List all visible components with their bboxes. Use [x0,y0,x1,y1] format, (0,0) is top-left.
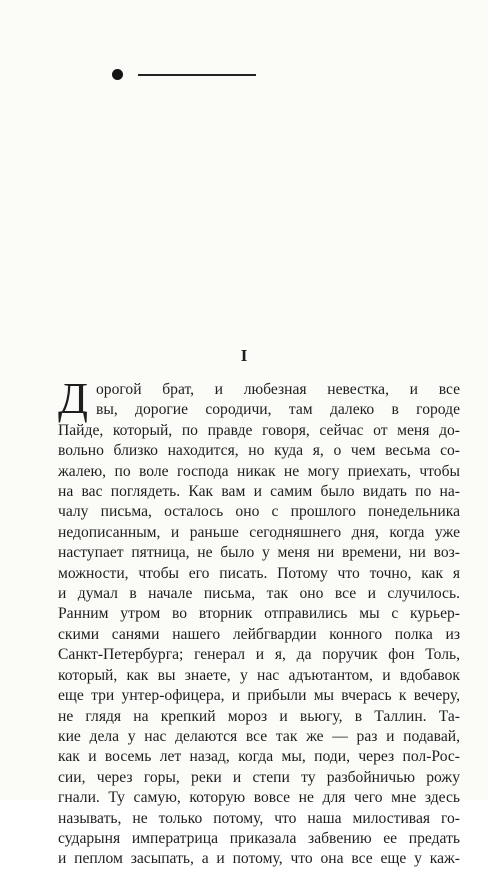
text-line: жалею, по воле господа никак не могу приехать, чтобы [58,462,460,480]
text-line: орогой брат, и любезная невестка, и все [96,381,460,398]
text-line: гнали. Ту самую, которую вовсе не для чего мне здесь [58,789,460,807]
text-line: Пайде, который, по правде говоря, сейчас от меня до- [58,421,460,439]
drop-cap: Д [58,374,89,423]
ornament-rule [138,74,256,76]
text-line: скими санями нашего лейбгвардии конного полка из [58,625,460,643]
body-paragraph [58,374,460,870]
text-line: Санкт-Петербурга; генерал и я, да поручик фон Толь, [58,646,460,664]
text-line: сударыня императрица приказала забвению ее предать [58,829,460,847]
text-line: чалу письма, осталось оно с прошлого понедельника [58,503,460,521]
text-line: не глядя на крепкий мороз и вьюгу, в Таллин. Та- [58,707,460,725]
ornament-dot [112,69,123,80]
text-line: сии, через горы, реки и степи ту разбойничью рожу [58,768,460,786]
text-line: вольно близко находится, но куда я, о чем весьма со- [58,442,460,460]
text-line: как и восемь лет назад, когда мы, поди, через пол-Рос- [58,748,460,766]
text-line: который, как вы знаете, у нас адъютантом, и вдобавок [58,666,460,684]
chapter-number: I [240,346,248,365]
text-line: и думал в начале письма, так оно все и случилось. [58,585,460,603]
text-line: вы, дорогие сородичи, там далеко в городе [96,401,460,419]
text-line: кие дела у нас делаются все так же — раз и подавай, [58,727,460,745]
text-line: называть, не только потому, что наша милостивая го- [58,809,460,827]
header-ornament [112,68,262,82]
text-line: можности, чтобы его писать. Потому что точно, как я [58,564,460,582]
text-line: недописанным, и раньше сегодняшнего дня, когда уже [58,523,460,541]
text-line: наступает пятница, не было у меня ни времени, ни воз- [58,544,460,562]
text-line: и пеплом засыпать, а и потому, что она все еще у каж- [58,850,460,868]
text-line: еще три унтер-офицера, и прибыли мы вчерась к вечеру, [58,687,460,705]
text-line: Ранним утром во вторник отправились мы с курьер- [58,605,460,623]
text-line: на вас поглядеть. Как вам и самим было видать по на- [58,483,460,501]
